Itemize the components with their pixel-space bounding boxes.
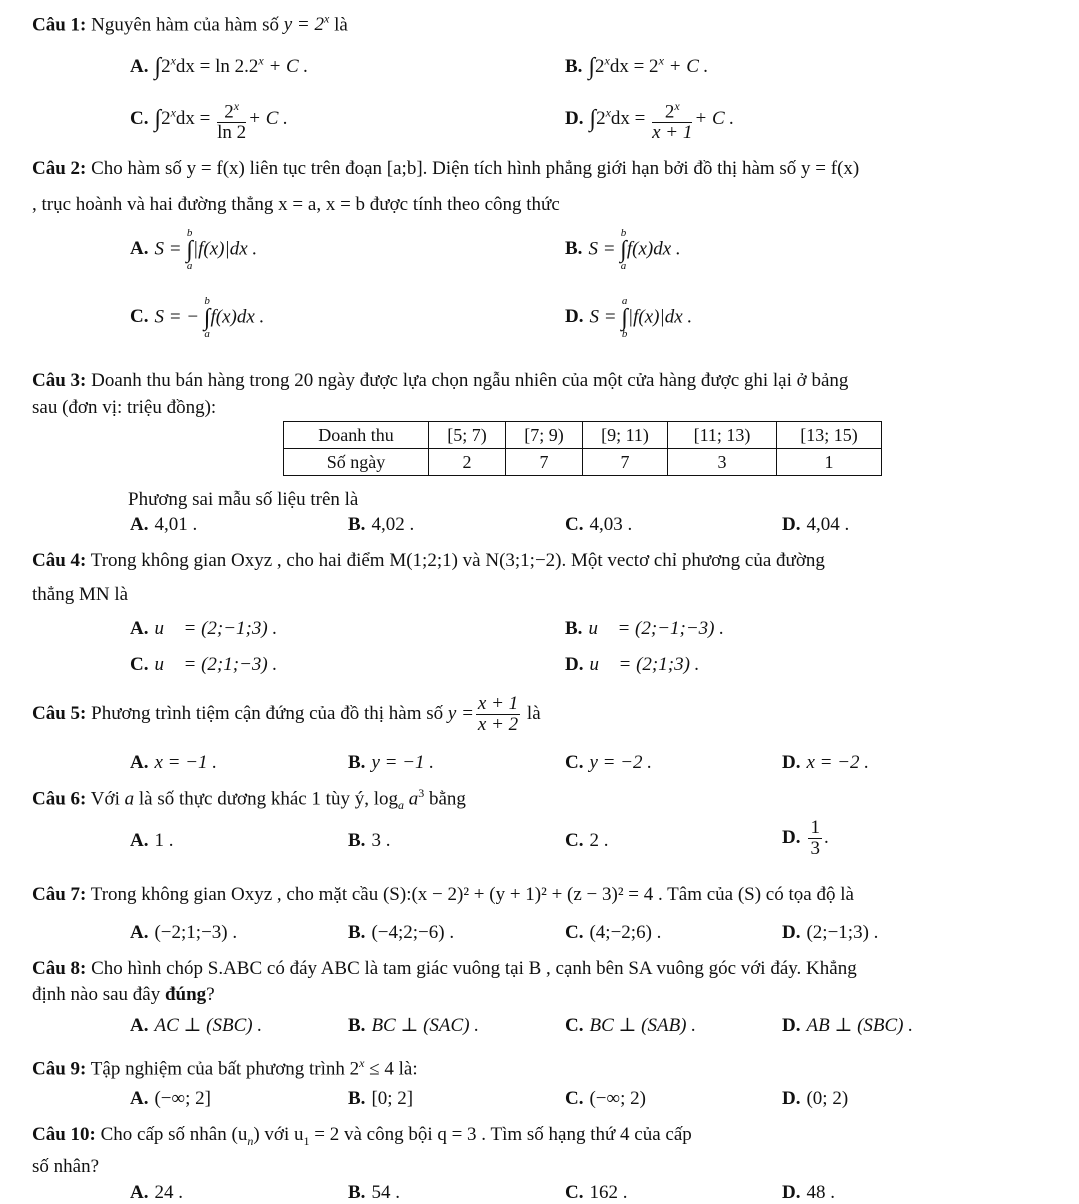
q9-option-c[interactable]: C. (−∞; 2) [565, 1088, 646, 1109]
q2-stem-line1: Câu 2: Cho hàm số y = f(x) liên tục trên đoạn [a;b]. Diện tích hình phẳng giới hạn bởi đồ thị hàm số y = f(x) [32, 158, 860, 179]
q1-option-c[interactable]: C. $\int 2^xdx$ = $\frac{2^x}{\ln 2}$ + C . [130, 96, 288, 143]
q1-text: Nguyên hàm của hàm số [91, 14, 279, 36]
q5-option-c[interactable]: C. y = −2 . [565, 752, 653, 773]
q2-stem-line2: , trục hoành và hai đường thẳng x = a, x = b được tính theo công thức [32, 194, 560, 215]
q6-option-c[interactable]: C. 2 . [565, 830, 609, 851]
q3-stem-line1: Câu 3: Doanh thu bán hàng trong 20 ngày được lựa chọn ngẫu nhiên của một cửa hàng được ghi lại ở bảng [32, 370, 849, 391]
q5-stem: Câu 5: Phương trình tiệm cận đứng của đồ thị hàm số y = $\frac{x + 1}{x + 2}$ là [32, 693, 541, 735]
q4-option-a[interactable]: A. u⃗ = (2;−1;3) . [130, 618, 278, 639]
q8-option-c[interactable]: C. BC ⊥ (SAB) . [565, 1015, 696, 1036]
q8-stem-line2: định nào sau đây đúng? [32, 984, 215, 1005]
table-row: Số ngày 2 7 7 3 1 [284, 449, 882, 476]
q7-option-a[interactable]: A. (−2;1;−3) . [130, 922, 238, 943]
q1-option-a[interactable]: A. $\int 2^xdx = \ln 2.2^x + C$ . [130, 53, 309, 80]
q7-stem: Câu 7: Trong không gian Oxyz , cho mặt cầu (S):(x − 2)² + (y + 1)² + (z − 3)² = 4 . Tâm của (S) có tọa độ là [32, 884, 854, 905]
q9-option-d[interactable]: D. (0; 2) [782, 1088, 849, 1109]
q4-option-b[interactable]: B. u⃗ = (2;−1;−3) . [565, 618, 724, 639]
q2-option-c[interactable]: C. S = − b ∫ a f(x)dx . [130, 295, 265, 340]
q9-stem: Câu 9: Tập nghiệm của bất phương trình 2$^x$ ≤ 4 là: [32, 1056, 418, 1080]
q4-option-d[interactable]: D. u⃗ = (2;1;3) . [565, 654, 700, 675]
q6-stem: Câu 6: Với a là số thực dương khác 1 tùy ý, $\log_a a^3$ bằng [32, 786, 466, 813]
q4-stem-line1: Câu 4: Trong không gian Oxyz , cho hai điểm M(1;2;1) và N(3;1;−2). Một vectơ chỉ phương của đường [32, 550, 825, 571]
q8-option-d[interactable]: D. AB ⊥ (SBC) . [782, 1015, 913, 1036]
q3-stem-line2: sau (đơn vị: triệu đồng): [32, 397, 217, 418]
q1-option-b[interactable]: B. $\int 2^xdx = 2^x + C$ . [565, 53, 709, 80]
q9-option-a[interactable]: A. (−∞; 2] [130, 1088, 211, 1109]
q5-option-d[interactable]: D. x = −2 . [782, 752, 870, 773]
q1-option-d[interactable]: D. $\int 2^xdx$ = $\frac{2^x}{x + 1}$ + C . [565, 96, 734, 143]
q10-stem-line1: Câu 10: Cho cấp số nhân $(u_n)$ với $u_1 = 2$ và công bội q = 3 . Tìm số hạng thứ 4 của cấp [32, 1124, 692, 1148]
q6-option-a[interactable]: A. 1 . [130, 830, 174, 851]
q6-option-b[interactable]: B. 3 . [348, 830, 391, 851]
q1-func: $y = 2^x$ [283, 12, 330, 36]
q10-option-a[interactable]: A. 24 . [130, 1182, 183, 1203]
q4-option-c[interactable]: C. u⃗ = (2;1;−3) . [130, 654, 278, 675]
q8-stem-line1: Câu 8: Cho hình chóp S.ABC có đáy ABC là tam giác vuông tại B , cạnh bên SA vuông góc với đáy. Khẳng [32, 958, 857, 979]
q1-tail: là [334, 14, 348, 36]
q3-question: Phương sai mẫu số liệu trên là [128, 489, 359, 510]
q10-option-d[interactable]: D. 48 . [782, 1182, 835, 1203]
q7-option-d[interactable]: D. (2;−1;3) . [782, 922, 879, 943]
q10-stem-line2: số nhân? [32, 1156, 100, 1177]
q3-option-a[interactable]: A. 4,01 . [130, 514, 198, 535]
q3-option-c[interactable]: C. 4,03 . [565, 514, 633, 535]
q4-stem-line2: thẳng MN là [32, 584, 129, 605]
q2-option-b[interactable]: B. S = b ∫ a f(x)dx . [565, 227, 681, 272]
q3-data-table [283, 421, 882, 476]
q9-option-b[interactable]: B. [0; 2] [348, 1088, 414, 1109]
q3-option-d[interactable]: D. 4,04 . [782, 514, 850, 535]
q10-option-b[interactable]: B. 54 . [348, 1182, 400, 1203]
q7-option-c[interactable]: C. (4;−2;6) . [565, 922, 662, 943]
q6-option-d[interactable]: D. $\frac{1}{3}$ . [782, 817, 829, 859]
q8-option-b[interactable]: B. BC ⊥ (SAC) . [348, 1015, 480, 1036]
q5-option-a[interactable]: A. x = −1 . [130, 752, 218, 773]
table-row: Doanh thu [5; 7) [7; 9) [9; 11) [11; 13) [13; 15) [284, 422, 882, 449]
q8-option-a[interactable]: A. AC ⊥ (SBC) . [130, 1015, 263, 1036]
q1-title: Câu 1: [32, 14, 87, 36]
q10-option-c[interactable]: C. 162 . [565, 1182, 628, 1203]
q1-stem [32, 12, 348, 36]
q2-option-d[interactable]: D. S = a ∫ b |f(x)|dx . [565, 295, 693, 340]
q2-option-a[interactable]: A. S = b ∫ a |f(x)|dx . [130, 227, 258, 272]
q5-option-b[interactable]: B. y = −1 . [348, 752, 435, 773]
q3-option-b[interactable]: B. 4,02 . [348, 514, 415, 535]
q7-option-b[interactable]: B. (−4;2;−6) . [348, 922, 455, 943]
